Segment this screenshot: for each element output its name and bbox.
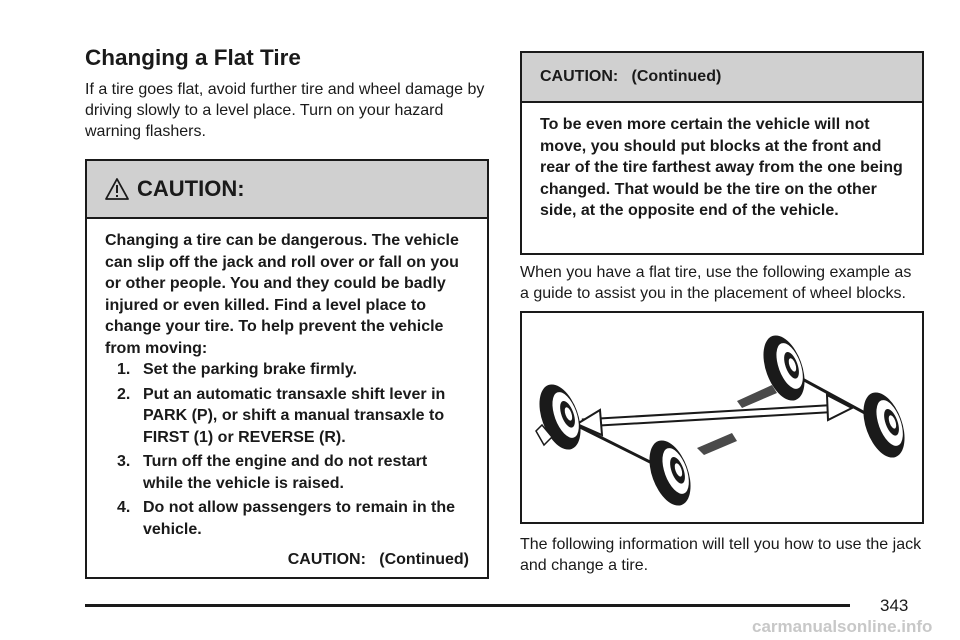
wheel-block-diagram [522, 313, 922, 522]
section-title: Changing a Flat Tire [85, 45, 301, 70]
caution-continued-heading: CAUTION: (Continued) [540, 68, 722, 85]
step-text: Set the parking brake firmly. [143, 361, 357, 378]
right-column [520, 51, 924, 576]
footer-rule [85, 604, 850, 607]
step-number: 1. [117, 361, 131, 378]
wheel-block-front [697, 433, 737, 455]
caution-step [117, 384, 469, 449]
wheel-blocks-paragraph: When you have a flat tire, use the following example as a guide to assist you in the placement of wheel blocks. [520, 264, 912, 302]
step-number: 2. [117, 385, 131, 403]
caution-continued-body: To be even more certain the vehicle will not move, you should put blocks at the front and rear of the tire farthest away from the one being changed. That would be the tire on the other side, at the opposite end of the vehicle. [540, 116, 903, 219]
tire-front-right [641, 435, 698, 511]
watermark: carmanualsonline.info [752, 617, 933, 636]
warning-triangle-icon [105, 177, 129, 201]
caution-step [117, 497, 469, 540]
caution-heading: CAUTION: [137, 176, 245, 201]
step-text: Do not allow passengers to remain in the vehicle. [143, 499, 456, 538]
caution-step [117, 451, 469, 494]
caution-step [117, 359, 469, 381]
tire-front-left [531, 379, 588, 455]
caution-continued-box [520, 51, 924, 255]
caution-steps [105, 359, 469, 540]
intro-paragraph: If a tire goes flat, avoid further tire and wheel damage by driving slowly to a level place. Turn on your hazard warning flashers. [85, 81, 485, 140]
arrow-shaft-inner [582, 408, 842, 423]
caution-continued-label: CAUTION: (Continued) [287, 551, 469, 568]
caution-body [87, 219, 487, 583]
wheel-block-rear [737, 385, 777, 408]
caution-text: Changing a tire can be dangerous. The vehicle can slip off the jack and roll over or fall on you or other people. You and they could be badly injured or even killed. Find a level place to change your tire. To help prevent the vehicle from moving: [105, 232, 459, 357]
wheel-block-illustration [520, 311, 924, 524]
caution-continued-header [522, 53, 922, 103]
step-number: 4. [117, 499, 131, 516]
page-number: 343 [880, 596, 909, 615]
tire-rear-right [855, 387, 912, 463]
step-text: Put an automatic transaxle shift lever in PARK (P), or shift a manual transaxle to FIRST (1) or REVERSE (R). [143, 385, 446, 446]
jack-info-paragraph: The following information will tell you how to use the jack and change a tire. [520, 536, 922, 574]
caution-header [87, 161, 487, 219]
step-number: 3. [117, 453, 131, 470]
caution-box [85, 159, 489, 579]
step-text: Turn off the engine and do not restart while the vehicle is raised. [143, 453, 428, 492]
left-column [85, 44, 489, 579]
